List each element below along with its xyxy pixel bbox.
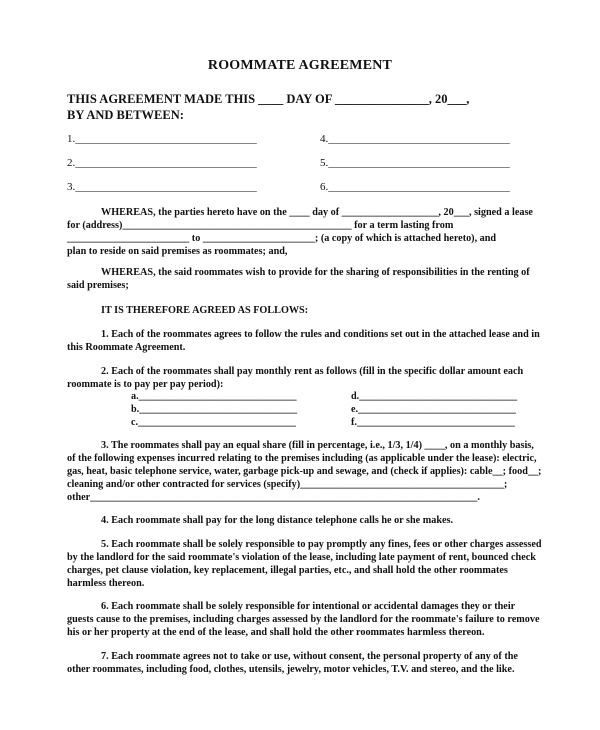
rent-field-d[interactable]: d._______________________________ xyxy=(351,391,518,402)
agreed-heading: IT IS THEREFORE AGREED AS FOLLOWS: xyxy=(101,305,309,316)
rent-field-c[interactable]: c._______________________________ xyxy=(131,417,296,428)
clause3-line2: of the following expenses incurred relating to the premises including (as applicable under the lease): electric, xyxy=(67,453,537,464)
clause3-line5: other____________________________________________________________________________. xyxy=(67,492,480,503)
rent-field-e[interactable]: e._______________________________ xyxy=(351,404,516,415)
clause7-line2: other roommates, including food, clothes, utensils, jewelry, motor vehicles, T.V. and stereo, and the like. xyxy=(67,664,515,675)
by-and-between-line: BY AND BETWEEN: xyxy=(67,108,184,122)
party-4-field[interactable]: 4._________________________________ xyxy=(320,133,510,145)
party-6-field[interactable]: 6._________________________________ xyxy=(320,181,510,193)
whereas1-line1: WHEREAS, the parties hereto have on the ____ day of ___________________, 20___, signed a lease xyxy=(101,207,533,218)
clause2-line2: roommate is to pay per pay period): xyxy=(67,379,224,390)
clause6-line1: 6. Each roommate shall be solely responsible for intentional or accidental damages they or their xyxy=(101,601,516,612)
clause3-line3: gas, heat, basic telephone service, water, garbage pick-up and sewage, and (check if applies): cable__; food__; xyxy=(67,466,542,477)
clause5-line3: charges, pet clause violation, key replacement, illegal parties, etc., and shall hold the other roommates xyxy=(67,565,508,576)
clause7-line1: 7. Each roommate agrees not to take or use, without consent, the personal property of any of the xyxy=(101,651,518,662)
clause6-line2: guests cause to the premises, including charges assessed by the landlord for the roommate's failure to remove xyxy=(67,614,540,625)
clause6-line3: his or her property at the end of the lease, and shall hold the other roommates harmless thereon. xyxy=(67,627,485,638)
clause3-line1: 3. The roommates shall pay an equal share (fill in percentage, i.e., 1/3, 1/4) ____, on a monthly basis, xyxy=(101,440,534,451)
document-title: ROOMMATE AGREEMENT xyxy=(207,58,393,73)
clause5-line4: harmless thereon. xyxy=(67,578,145,589)
agreement-date-line: THIS AGREEMENT MADE THIS ____ DAY OF _______________, 20___, xyxy=(67,92,470,106)
whereas1-line3: ________________________ to ______________________; (a copy of which is attached hereto), and xyxy=(67,233,497,244)
whereas2-line1: WHEREAS, the said roommates wish to provide for the sharing of responsibilities in the renting of xyxy=(101,267,530,278)
party-3-field[interactable]: 3._________________________________ xyxy=(67,181,257,193)
clause1-line2: this Roommate Agreement. xyxy=(67,342,186,353)
whereas1-line4: plan to reside on said premises as roommates; and, xyxy=(67,246,288,257)
clause4-line1: 4. Each roommate shall pay for the long distance telephone calls he or she makes. xyxy=(101,515,454,526)
clause3-line4: cleaning and/or other contracted for services (specify)________________________________________; xyxy=(67,479,508,490)
party-1-field[interactable]: 1._________________________________ xyxy=(67,133,257,145)
party-2-field[interactable]: 2._________________________________ xyxy=(67,157,257,169)
clause5-line1: 5. Each roommate shall be solely responsible to pay promptly any fines, fees or other charges assessed xyxy=(101,539,542,550)
clause2-line1: 2. Each of the roommates shall pay monthly rent as follows (fill in the specific dollar amount each xyxy=(101,366,524,377)
whereas2-line2: said premises; xyxy=(67,280,129,291)
clause5-line2: by the landlord for the said roommate's violation of the lease, including late payment of rent, bounced check xyxy=(67,552,536,563)
rent-field-f[interactable]: f._______________________________ xyxy=(351,417,515,428)
clause1-line1: 1. Each of the roommates agrees to follow the rules and conditions set out in the attached lease and in xyxy=(101,329,540,340)
rent-field-a[interactable]: a._______________________________ xyxy=(131,391,297,402)
rent-field-b[interactable]: b._______________________________ xyxy=(131,404,298,415)
party-5-field[interactable]: 5._________________________________ xyxy=(320,157,510,169)
whereas1-line2: for (address)_____________________________________________ for a term lasting from xyxy=(67,220,454,231)
